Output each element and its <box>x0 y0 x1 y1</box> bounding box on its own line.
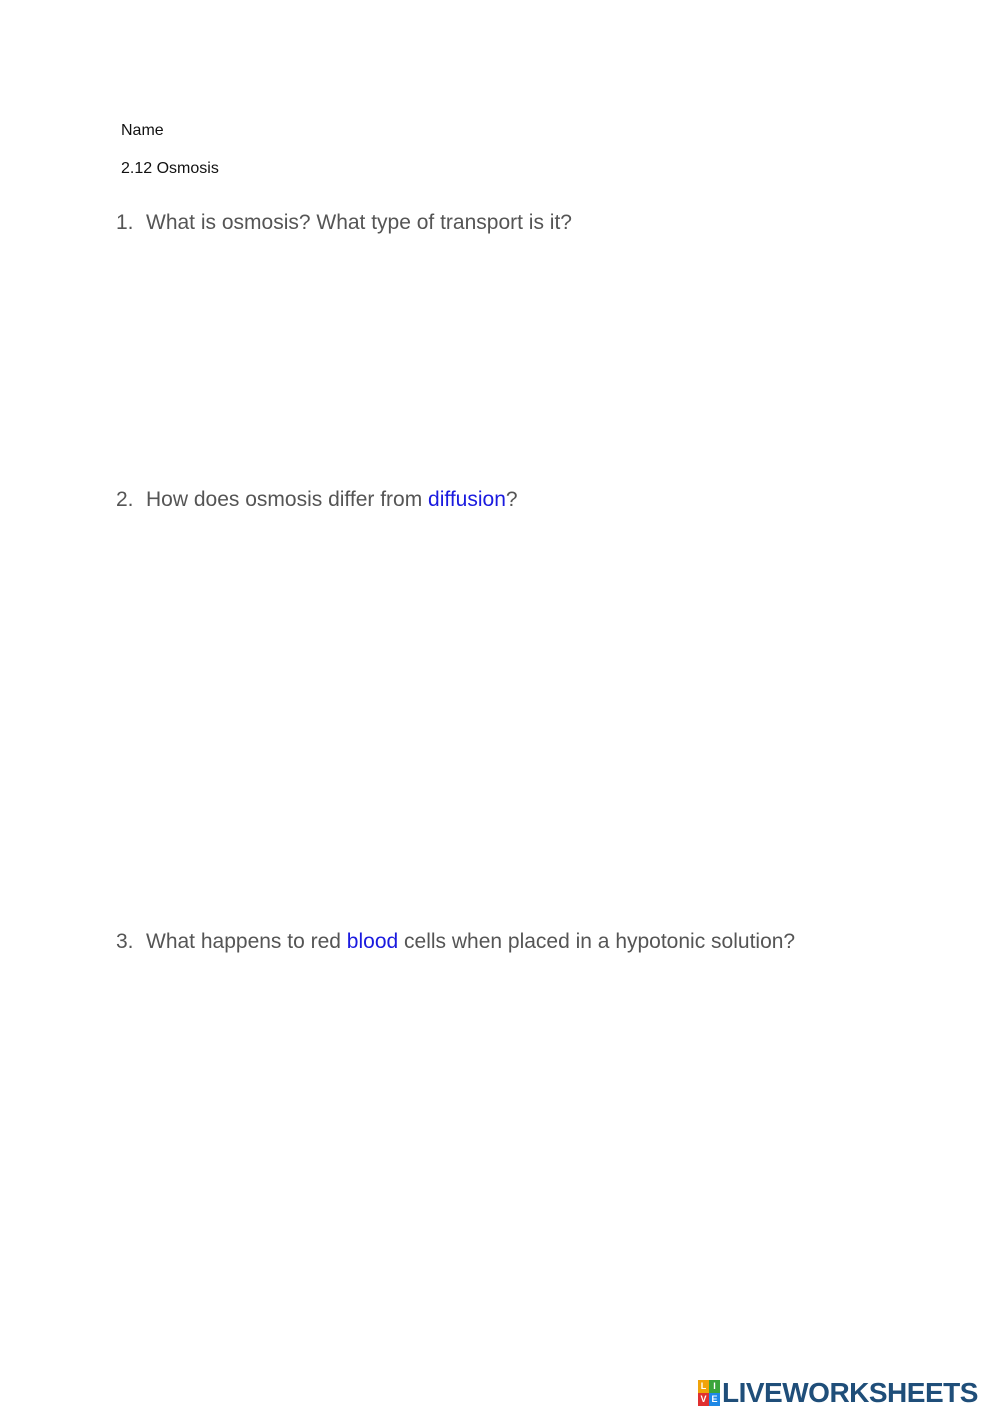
liveworksheets-brand <box>698 1376 978 1410</box>
glossary-link-blood[interactable]: blood <box>346 930 399 953</box>
name-label: Name <box>121 122 164 139</box>
glossary-link-diffusion[interactable]: diffusion <box>428 488 506 511</box>
brand-text: LIVEWORKSHEETS <box>722 1377 978 1408</box>
question-number: 2. <box>116 488 134 511</box>
question-text-before: How does osmosis differ from <box>146 488 429 511</box>
question-text-after: ? <box>505 488 518 511</box>
question-1 <box>116 211 572 235</box>
logo-letter-i: I <box>709 1380 720 1393</box>
logo-letter-l: L <box>698 1380 709 1393</box>
logo-letter-e: E <box>709 1393 720 1406</box>
question-3 <box>116 930 795 954</box>
question-text-before: What happens to red <box>146 930 347 953</box>
worksheet-title: 2.12 Osmosis <box>121 160 219 177</box>
question-number: 1. <box>116 211 134 234</box>
question-2 <box>116 488 518 512</box>
question-number: 3. <box>116 930 134 953</box>
question-text-after: cells when placed in a hypotonic solution? <box>398 930 796 953</box>
logo-letter-v: V <box>698 1393 709 1406</box>
liveworksheets-logo-icon <box>698 1380 720 1406</box>
question-text: What is osmosis? What type of transport is it? <box>146 211 572 234</box>
